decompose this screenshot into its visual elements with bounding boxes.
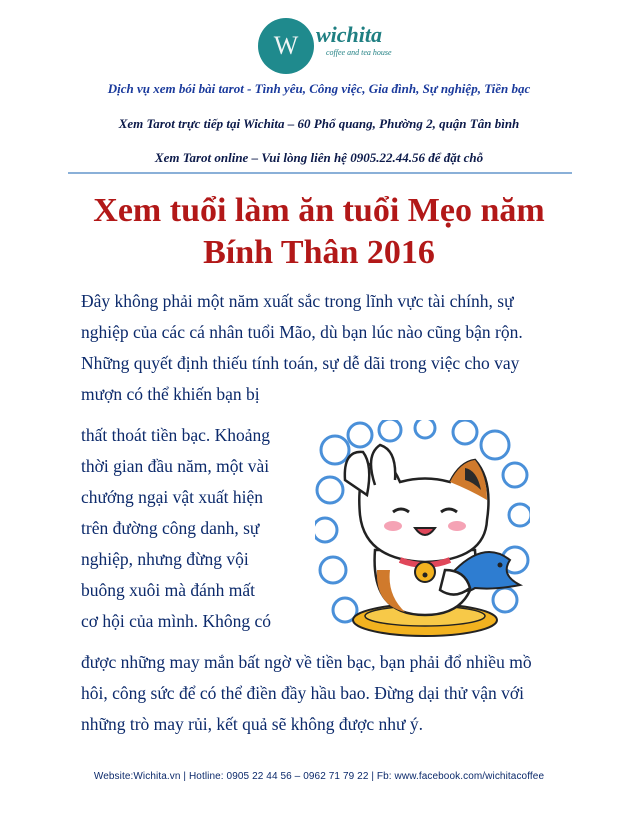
title-line-2: Bính Thân 2016 bbox=[203, 234, 435, 271]
logo-name: wichita bbox=[316, 22, 383, 47]
wichita-logo bbox=[258, 18, 398, 74]
lucky-cat-illustration bbox=[315, 420, 530, 650]
header-services: Dịch vụ xem bói bài tarot - Tình yêu, Công việc, Gia đình, Sự nghiệp, Tiền bạc bbox=[107, 81, 531, 96]
title-line-1: Xem tuổi làm ăn tuổi Mẹo năm bbox=[93, 192, 545, 229]
header-divider bbox=[68, 172, 572, 174]
body-line: chướng ngại vật xuất hiện bbox=[81, 487, 264, 507]
body-line: Những quyết định thiếu tính toán, sự dễ dãi trong việc cho vay bbox=[81, 353, 520, 373]
body-line: buông xuôi mà đánh mất bbox=[81, 580, 256, 600]
body-line: Đây không phải một năm xuất sắc trong lĩnh vực tài chính, sự bbox=[81, 291, 514, 311]
page-footer: Website:Wichita.vn | Hotline: 0905 22 44 56 – 0962 71 79 22 | Fb: www.facebook.com/wichitacoffee bbox=[93, 771, 545, 782]
body-line: nghiệp của các cá nhân tuổi Mão, dù bạn lúc nào cũng bận rộn. bbox=[81, 322, 523, 342]
logo-mark: W bbox=[273, 31, 293, 60]
page-title bbox=[40, 190, 598, 274]
body-line: thất thoát tiền bạc. Khoảng bbox=[81, 425, 271, 445]
body-line: nghiệp, nhưng đừng vội bbox=[81, 549, 249, 569]
body-line: thời gian đầu năm, một vài bbox=[81, 456, 270, 476]
body-line: mượn có thể khiến bạn bị bbox=[81, 384, 260, 404]
header-online: Xem Tarot online – Vui lòng liên hệ 0905.22.44.56 để đặt chỗ bbox=[154, 150, 484, 165]
body-line: những trò may rủi, kết quả sẽ không được như ý. bbox=[81, 714, 423, 734]
body-line: được những may mắn bất ngờ về tiền bạc, bạn phải đổ nhiều mồ bbox=[81, 652, 532, 672]
logo-tagline: coffee and tea house bbox=[326, 48, 392, 57]
logo-emblem bbox=[258, 18, 314, 74]
body-line: hôi, công sức để có thể điền đầy hầu bao. Đừng dại thử vận với bbox=[81, 683, 525, 703]
header-address: Xem Tarot trực tiếp tại Wichita – 60 Phổ quang, Phường 2, quận Tân bình bbox=[118, 116, 520, 131]
body-line: cơ hội của mình. Không có bbox=[81, 611, 272, 631]
body-line: trên đường công danh, sự bbox=[81, 518, 260, 538]
